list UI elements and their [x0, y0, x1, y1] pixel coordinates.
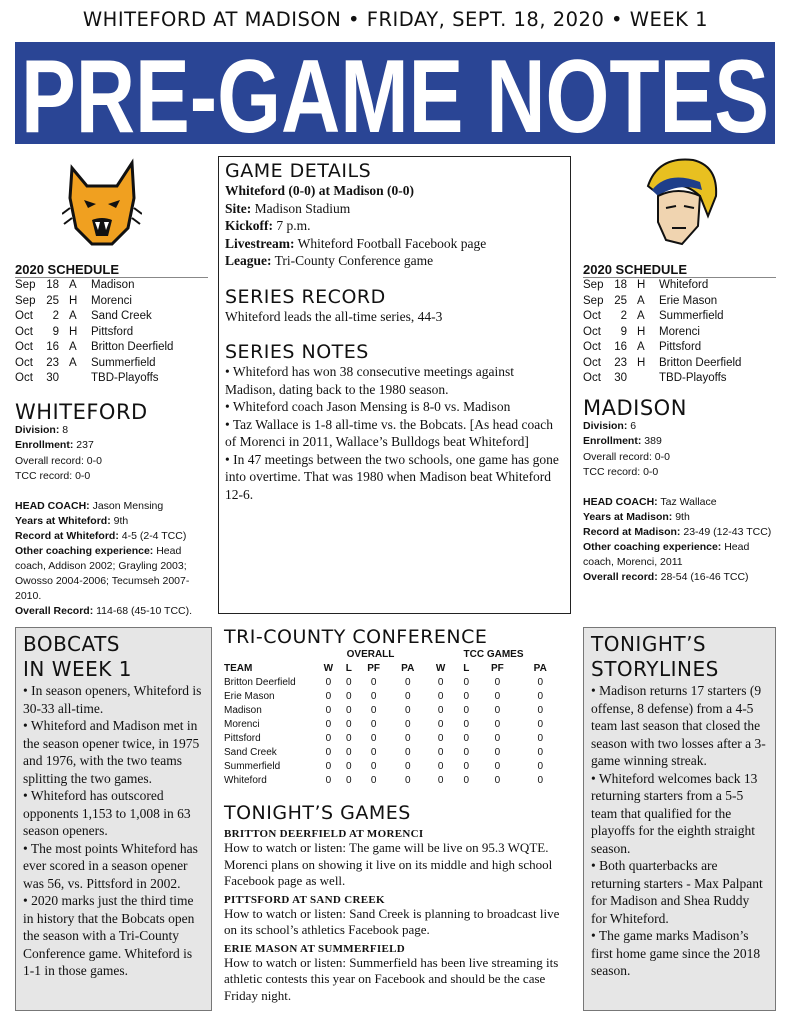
schedule-cell: Erie Mason — [659, 294, 718, 307]
schedule-row — [583, 309, 741, 325]
fact-value: 28-54 (16-46 TCC) — [657, 570, 749, 583]
schedule-cell: Pittsford — [91, 325, 134, 338]
schedule-cell: 2 — [52, 310, 59, 322]
table-cell: 0 — [437, 733, 444, 744]
schedule-cell: Sep — [583, 294, 604, 307]
tcc-standings — [224, 626, 564, 788]
table-cell: 0 — [437, 719, 444, 730]
fact-label: Enrollment: — [15, 439, 74, 451]
fact-label: Other coaching experience: — [15, 544, 154, 557]
fact-value: 23-49 (12-43 TCC) — [680, 525, 772, 538]
schedule-cell: Summerfield — [659, 310, 724, 322]
fact-value: Taz Wallace — [657, 495, 717, 508]
table-cell: 0 — [404, 747, 411, 758]
table-cell: 0 — [404, 761, 411, 772]
detail-row — [225, 252, 564, 270]
fact-value: Head coach, Morenci, 2011 — [583, 540, 750, 568]
fact-value: 9th — [672, 510, 690, 523]
group-tcc: TCC GAMES — [463, 649, 524, 660]
schedule-cell: Oct — [583, 356, 601, 369]
schedule-cell: H — [637, 279, 646, 291]
table-cell: 0 — [494, 719, 501, 730]
table-row — [224, 732, 562, 746]
table-cell: 0 — [437, 775, 444, 786]
table-row — [224, 690, 562, 704]
note-item: • Whiteford and Madison met in the season opener twice, in 1975 and 1976, with the two teams splitting the two games. — [23, 718, 200, 786]
schedule-cell — [69, 371, 91, 387]
schedule-row — [583, 371, 741, 387]
table-cell: 0 — [494, 747, 501, 758]
page-title: PRE-GAME NOTES — [21, 42, 769, 144]
table-cell: 0 — [494, 775, 501, 786]
schedule-cell: 9 — [52, 325, 59, 338]
table-cell: 0 — [437, 691, 444, 702]
table-cell: 0 — [537, 775, 544, 786]
table-cell: 0 — [537, 691, 544, 702]
table-cell: 0 — [346, 719, 352, 730]
table-cell: Erie Mason — [224, 691, 275, 702]
schedule-cell: Sep — [15, 279, 36, 291]
fact-value: 8 — [59, 423, 69, 436]
schedule-cell: Sep — [583, 279, 604, 291]
fact-value: TCC record: 0-0 — [583, 466, 659, 478]
table-cell: 0 — [325, 705, 332, 716]
schedule-cell: 16 — [614, 341, 627, 353]
fact-line — [583, 525, 776, 540]
group-spacer — [224, 648, 316, 662]
table-cell: Summerfield — [224, 761, 281, 772]
schedule-cell: A — [637, 310, 645, 322]
table-cell: 0 — [325, 691, 332, 702]
schedule-cell: Britton Deerfield — [659, 356, 742, 369]
section-heading: TONIGHT’S GAMES — [224, 802, 411, 824]
group-header-row — [224, 648, 562, 662]
schedule-row — [15, 309, 173, 325]
schedule-cell: Sep — [15, 294, 36, 307]
table-cell: 0 — [463, 747, 470, 758]
schedule-row — [583, 340, 741, 356]
fact-label: Enrollment: — [583, 435, 642, 447]
storylines-notes — [591, 682, 768, 980]
team-name: WHITEFORD — [15, 399, 148, 424]
schedule-cell: A — [637, 341, 645, 353]
fact-line — [15, 529, 208, 544]
table-cell: 0 — [370, 775, 377, 786]
column-header-row — [224, 662, 562, 676]
schedule-cell: A — [69, 356, 77, 369]
madison-schedule — [583, 278, 741, 387]
fact-label: Overall Record: — [15, 604, 94, 617]
table-cell: 0 — [346, 761, 352, 772]
schedule-cell: Oct — [583, 341, 601, 353]
fact-value: 6 — [627, 419, 637, 432]
fact-label: Other coaching experience: — [583, 540, 722, 553]
note-item: • The game marks Madison’s first home game since the 2018 season. — [591, 928, 761, 978]
detail-label: Site: — [225, 200, 252, 216]
section-heading: TRI-COUNTY CONFERENCE — [224, 626, 488, 648]
fact-label: HEAD COACH: — [15, 499, 90, 512]
table-cell: 0 — [404, 705, 411, 716]
table-cell: 0 — [437, 747, 444, 758]
table-cell: 0 — [370, 691, 377, 702]
detail-row — [225, 235, 564, 253]
table-cell: 0 — [463, 761, 470, 772]
section-heading: IN WEEK 1 — [23, 657, 132, 681]
column-header: PF — [491, 663, 504, 674]
note-item: • In season openers, Whiteford is 30-33 all-time. — [23, 683, 202, 716]
table-cell: 0 — [370, 705, 377, 716]
fact-line — [15, 604, 208, 619]
table-cell: 0 — [404, 775, 411, 786]
detail-row — [225, 217, 564, 235]
fact-value: 237 — [73, 439, 94, 451]
game-heading: ERIE MASON AT SUMMERFIELD — [224, 942, 405, 955]
schedule-row — [15, 340, 173, 356]
table-cell: 0 — [325, 761, 332, 772]
fact-line — [15, 499, 208, 514]
table-cell: 0 — [463, 705, 470, 716]
table-cell: 0 — [494, 761, 501, 772]
section-heading: STORYLINES — [591, 657, 719, 681]
schedule-cell: Oct — [583, 372, 601, 384]
table-cell: 0 — [494, 733, 501, 744]
schedule-cell: Oct — [15, 310, 33, 322]
table-cell: 0 — [404, 691, 411, 702]
game-details-box — [218, 156, 571, 614]
schedule-cell: 9 — [620, 325, 627, 338]
title-banner — [15, 42, 775, 144]
table-cell: 0 — [463, 719, 470, 730]
schedule-heading: 2020 SCHEDULE — [15, 262, 208, 278]
schedule-cell: Whiteford — [659, 279, 709, 291]
schedule-row — [15, 294, 173, 310]
note-item: • Whiteford has outscored opponents 1,153 to 1,008 in 63 season openers. — [23, 788, 191, 838]
madison-coach — [583, 495, 776, 585]
bobcat-logo — [62, 158, 142, 248]
series-record: Whiteford leads the all-time series, 44-3 — [225, 308, 443, 324]
header-top-line: WHITEFORD AT MADISON • FRIDAY, SEPT. 18, 2020 • WEEK 1 — [82, 8, 709, 31]
game-text: How to watch or listen: Sand Creek is planning to broadcast live on its school’s athletics Facebook page. — [224, 905, 560, 937]
schedule-cell: 18 — [46, 279, 59, 291]
schedule-row — [15, 278, 173, 294]
madison-column — [583, 262, 776, 585]
section-heading: GAME DETAILS — [225, 160, 372, 182]
table-cell: 0 — [537, 761, 544, 772]
column-header: PF — [367, 663, 381, 674]
storylines-box — [583, 627, 776, 1011]
fact-line — [583, 510, 776, 525]
schedule-cell — [637, 371, 659, 387]
schedule-cell: Morenci — [659, 325, 700, 338]
table-row — [224, 774, 562, 788]
schedule-cell: TBD-Playoffs — [659, 372, 727, 384]
fact-label: Years at Madison: — [583, 510, 673, 523]
bobcats-week1-box — [15, 627, 212, 1011]
fact-line — [583, 495, 776, 510]
schedule-row — [583, 356, 741, 372]
schedule-row — [583, 278, 741, 294]
detail-value: 7 p.m. — [273, 218, 311, 233]
fact-line — [583, 450, 776, 466]
whiteford-coach — [15, 499, 208, 619]
schedule-cell: 2 — [620, 310, 627, 322]
table-row — [224, 704, 562, 718]
fact-line — [15, 469, 208, 485]
table-cell: 0 — [370, 677, 377, 688]
table-cell: 0 — [537, 705, 544, 716]
table-cell: 0 — [325, 677, 332, 688]
madison-facts — [583, 419, 776, 481]
game-heading: PITTSFORD AT SAND CREEK — [224, 893, 385, 906]
game-text: How to watch or listen: Summerfield has been live streaming its athletic contests this year on Facebook and should be the case Friday night. — [224, 954, 559, 1003]
table-cell: 0 — [494, 705, 501, 716]
table-cell: 0 — [370, 761, 377, 772]
detail-value: Whiteford Football Facebook page — [294, 235, 487, 251]
section-heading: TONIGHT’S — [591, 632, 707, 656]
table-cell: 0 — [494, 677, 501, 688]
note-item: • Taz Wallace is 1-8 all-time vs. the Bobcats. [As head coach of Morenci in 2011, Wallace’s Bulldogs beat Whiteford] — [225, 416, 553, 449]
column-header: PA — [533, 663, 547, 674]
table-cell: 0 — [346, 775, 352, 786]
fact-value: TCC record: 0-0 — [15, 470, 91, 482]
schedule-cell: Oct — [15, 325, 33, 338]
schedule-cell: 23 — [614, 356, 627, 369]
table-cell: 0 — [404, 719, 411, 730]
table-cell: 0 — [537, 677, 544, 688]
group-overall: OVERALL — [346, 649, 395, 660]
table-cell: 0 — [437, 677, 444, 688]
column-header: TEAM — [224, 663, 253, 674]
column-header: L — [345, 663, 352, 674]
schedule-row — [15, 325, 173, 341]
table-row — [224, 746, 562, 760]
table-cell: 0 — [494, 691, 501, 702]
note-item: • In 47 meetings between the two schools, one game has gone into overtime. That was 1980 when Madison beat Whiteford 12-6. — [225, 451, 559, 502]
fact-value: Overall record: 0-0 — [583, 450, 670, 463]
fact-line — [15, 423, 208, 439]
table-cell: 0 — [404, 677, 411, 688]
schedule-cell: A — [69, 279, 77, 291]
fact-value: 4-5 (2-4 TCC) — [118, 529, 187, 542]
fact-label: Record at Madison: — [583, 525, 681, 538]
fact-value: Head coach, Addison 2002; Grayling 2003; Owosso 2004-2006; Tecumseh 2007-2010. — [15, 544, 190, 602]
game-details-rows — [225, 200, 564, 270]
schedule-cell: Oct — [583, 325, 601, 338]
note-item: • Whiteford coach Jason Mensing is 8-0 vs. Madison — [225, 399, 511, 414]
note-item: • Whiteford has won 38 consecutive meetings against Madison, dating back to the 1980 season. — [225, 364, 515, 397]
schedule-cell: A — [637, 294, 645, 307]
fact-label: Division: — [583, 419, 628, 432]
schedule-row — [583, 294, 741, 310]
table-row — [224, 676, 562, 690]
table-cell: 0 — [370, 747, 377, 758]
detail-row — [225, 200, 564, 218]
fact-line — [583, 419, 776, 435]
standings-table — [224, 648, 562, 788]
title-svg — [15, 42, 775, 144]
table-cell: 0 — [537, 747, 544, 758]
note-item: • Madison returns 17 starters (9 offense, 8 defense) from a 4-5 team last season that closed the season with two losses after a 3-game winning streak. — [591, 683, 766, 768]
table-cell: 0 — [370, 733, 377, 744]
detail-value: Madison Stadium — [251, 200, 351, 216]
schedule-cell: Pittsford — [659, 341, 702, 353]
schedule-cell: 25 — [614, 294, 627, 307]
table-cell: 0 — [325, 775, 332, 786]
fact-label: Record at Whiteford: — [15, 529, 119, 542]
schedule-cell: H — [69, 325, 78, 338]
table-cell: Britton Deerfield — [224, 677, 296, 688]
detail-label: Livestream: — [225, 235, 295, 251]
schedule-cell: 25 — [46, 294, 59, 307]
table-cell: Morenci — [224, 719, 260, 730]
matchup: Whiteford (0-0) at Madison (0-0) — [225, 183, 414, 198]
schedule-cell: Oct — [15, 341, 33, 353]
schedule-cell: Sand Creek — [91, 310, 152, 322]
fact-line — [15, 514, 208, 529]
detail-value: Tri-County Conference game — [271, 253, 434, 268]
whiteford-facts — [15, 423, 208, 485]
fact-label: Overall record: — [583, 570, 658, 583]
series-notes — [225, 363, 564, 503]
table-cell: 0 — [537, 733, 544, 744]
fact-value: Jason Mensing — [89, 499, 164, 512]
schedule-cell: A — [69, 341, 77, 353]
table-cell: 0 — [463, 733, 470, 744]
column-header: W — [435, 663, 446, 674]
table-cell: 0 — [463, 691, 470, 702]
fact-value: 389 — [641, 435, 662, 447]
table-cell: 0 — [346, 691, 352, 702]
team-name: MADISON — [583, 395, 687, 420]
fact-line — [583, 465, 776, 481]
whiteford-schedule — [15, 278, 173, 387]
games-list — [224, 828, 568, 1004]
table-cell: 0 — [537, 719, 544, 730]
table-cell: 0 — [325, 747, 332, 758]
schedule-cell: Summerfield — [91, 356, 156, 369]
fact-value: 114-68 (45-10 TCC). — [93, 604, 193, 617]
fact-label: Division: — [15, 423, 60, 436]
table-cell: 0 — [346, 733, 352, 744]
table-cell: Sand Creek — [224, 747, 277, 758]
table-cell: 0 — [325, 719, 332, 730]
table-cell: Pittsford — [224, 733, 261, 744]
table-cell: 0 — [437, 761, 444, 772]
schedule-cell: 30 — [46, 372, 59, 384]
table-cell: 0 — [463, 775, 470, 786]
table-cell: Whiteford — [224, 775, 267, 786]
tonights-games — [224, 802, 568, 1004]
schedule-heading: 2020 SCHEDULE — [583, 262, 776, 278]
fact-value: Overall record: 0-0 — [15, 454, 102, 467]
schedule-cell: Oct — [15, 356, 33, 369]
schedule-cell: H — [637, 356, 646, 369]
fact-line — [15, 438, 208, 454]
schedule-row — [15, 371, 173, 387]
schedule-cell: 16 — [46, 341, 59, 353]
table-cell: 0 — [370, 719, 377, 730]
detail-label: Kickoff: — [225, 218, 273, 233]
schedule-cell: A — [69, 310, 77, 322]
schedule-cell: Oct — [15, 372, 33, 384]
fact-line — [583, 434, 776, 450]
schedule-row — [583, 325, 741, 341]
game-text: How to watch or listen: The game will be live on 95.3 WQTE. Morenci plans on showing it live on its middle and high school Facebook page as well. — [224, 840, 553, 888]
table-cell: 0 — [346, 677, 352, 688]
note-item: • Whiteford welcomes back 13 returning starters from a 5-5 team that qualified for the playoffs for the eighth straight season. — [591, 770, 758, 856]
fact-label: HEAD COACH: — [583, 495, 658, 508]
schedule-cell: 18 — [614, 279, 627, 291]
table-row — [224, 718, 562, 732]
schedule-cell: 23 — [46, 356, 59, 369]
column-header: PA — [401, 663, 415, 674]
game-heading: BRITTON DEERFIELD AT MORENCI — [224, 828, 424, 840]
table-cell: Madison — [224, 705, 262, 716]
note-item: • 2020 marks just the third time in history that the Bobcats open the season with a Tri-County Conference game. Whiteford is 1-1 in those games. — [23, 893, 195, 978]
section-heading: BOBCATS — [23, 632, 120, 656]
fact-line — [15, 454, 208, 470]
fact-line — [583, 570, 776, 585]
fact-label: Years at Whiteford: — [15, 514, 111, 527]
table-cell: 0 — [325, 733, 332, 744]
note-item: • The most points Whiteford has ever scored in a season opener was 56, vs. Pittsford in 2002. — [23, 840, 198, 891]
schedule-cell: TBD-Playoffs — [91, 372, 159, 384]
schedule-cell: 30 — [614, 372, 627, 384]
schedule-cell: Britton Deerfield — [91, 341, 174, 353]
table-row — [224, 760, 562, 774]
table-cell: 0 — [404, 733, 411, 744]
schedule-cell: H — [69, 294, 78, 307]
column-header: L — [463, 663, 470, 674]
schedule-cell: H — [637, 325, 646, 338]
fact-line — [583, 540, 776, 570]
schedule-cell: Morenci — [91, 294, 132, 307]
fact-value: 9th — [110, 514, 129, 527]
table-cell: 0 — [346, 705, 352, 716]
section-heading: SERIES NOTES — [225, 341, 369, 363]
schedule-cell: Oct — [583, 310, 601, 322]
bobcats-notes — [23, 682, 204, 980]
detail-label: League: — [225, 253, 272, 268]
table-cell: 0 — [437, 705, 444, 716]
schedule-cell: Madison — [91, 279, 135, 291]
fact-line — [15, 544, 208, 604]
schedule-row — [15, 356, 173, 372]
section-heading: SERIES RECORD — [225, 285, 386, 308]
table-cell: 0 — [463, 677, 470, 688]
note-item: • Both quarterbacks are returning starters - Max Palpant for Madison and Shea Ruddy for Whiteford. — [591, 858, 763, 926]
table-cell: 0 — [346, 747, 352, 758]
spartan-logo — [638, 156, 720, 248]
whiteford-column — [15, 262, 208, 619]
column-header: W — [323, 663, 334, 674]
